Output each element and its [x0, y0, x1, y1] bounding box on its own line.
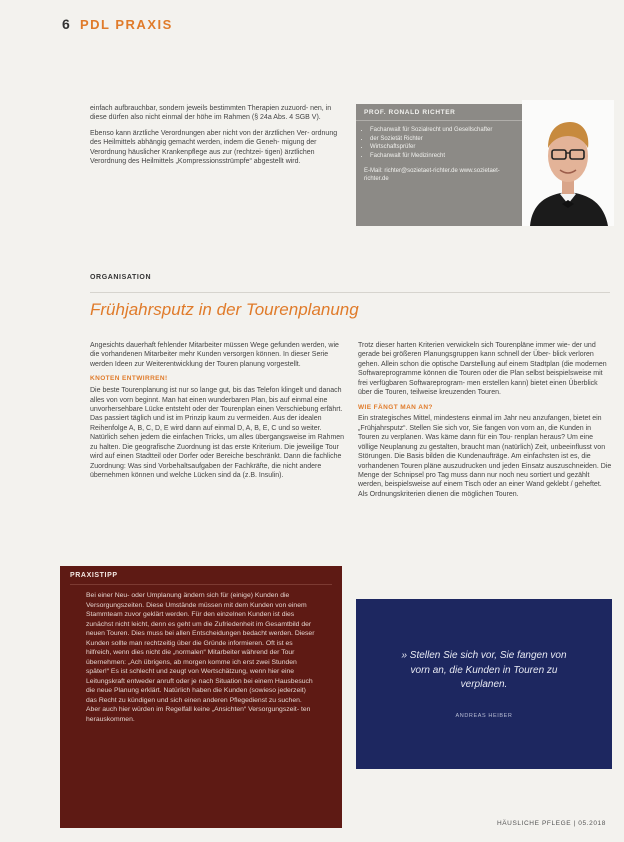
author-box: [356, 104, 522, 226]
author-contact: E-Mail: richter@sozietaet-richter.de www.sozietaet-richter.de: [364, 167, 500, 183]
intro-paragraph-1: einfach aufbrauchbar, sondern jeweils bestimmten Therapien zuzuord- nen, in diese dürfen also nicht einmal der höhe im Rahmen (§ 24a Abs. 4 SGB V).: [90, 105, 332, 122]
portrait-image: [522, 100, 614, 226]
author-bullet: • Fachanwalt für Medizinrecht: [370, 152, 514, 161]
article-column-left: [90, 341, 348, 486]
section-title: PDL PRAXIS: [80, 17, 173, 32]
subheading-anfangen: WIE FÄNGT MAN AN?: [358, 403, 433, 411]
pull-quote-text: » Stellen Sie sich vor, Sie fangen von vorn an, die Kunden in Touren zu verplanen.: [401, 650, 567, 690]
author-bullets: [356, 126, 522, 161]
practice-tip-label: PRAXISTIPP: [70, 572, 118, 579]
author-name: PROF. RONALD RICHTER: [356, 104, 522, 121]
intro-paragraph-2: Ebenso kann ärztliche Verordnungen aber nicht von der ärztlichen Ver- ordnung des Heilmittels abhängig gemacht werden, indem die Geneh- migung der Verordnung häuslicher Krankenpflege aus zur (rechtzei- tigen) ärztlichen Verordnung des Heilmittels „Kompressionsstrümpfe“ abgestellt wird.: [90, 129, 338, 166]
page-number: 6: [62, 16, 70, 32]
article-body-1: Die beste Tourenplanung ist nur so lange gut, bis das Telefon klingelt und danach alles von vorn beginnt. Man hat einen wunderbaren Plan, bis auf einmal eine unvorhersehbare Lücke entsteht oder der Tourenplan einen Verschiebung erfährt. Das passiert täglich und ist im Prinzip kaum zu vermeiden. Aus der idealen Reihenfolge A, B, C, D, E wird dann auf einmal D, A, B, E, C und so weiter. Natürlich sehen jedem die einfachen Tricks, um alles übergangsweise im Rahmen zu halten. Die geografische Zuordnung ist das erste Kriterium. Die jeweilige Tour wird auf einen Stadtteil oder Dorfer oder Bereiche beschränkt. Dann die fachliche Zuordnung: Was sind Vorbehaltsaufgaben der Fachkräfte, die nicht andere übernehmen können und welche Lücken sind da (z.B. Insulin).: [90, 387, 345, 480]
section-divider: [90, 292, 610, 293]
author-bullet: • Wirtschaftsprüfer: [370, 143, 514, 152]
page-footer: HÄUSLICHE PFLEGE | 05.2018: [496, 820, 606, 827]
article-kicker: ORGANISATION: [90, 274, 152, 281]
author-bullet: • der Sozietät Richter: [370, 135, 514, 144]
practice-tip-text: Bei einer Neu- oder Umplanung ändern sich für (einige) Kunden die Versorgungszeiten. Diese Umstände müssen mit dem Kunden von einem Stammteam zuvor geklärt werden. Für den einzelnen Kunden ist dies zunächst nicht leicht, denn es geht um die Zufriedenheit im Gesamtbild der neuen Touren. Dies muss bei allen Entscheidungen bedacht werden. Dieser Kunden sollte man rechtzeitig über die Gründe informieren. Oft ist es hilfreich, wenn dies nicht die „normalen“ Mitarbeiter während der Tour übernehmen: „Ach übrigens, ab morgen komme ich erst zwei Stunden später!“ Es ist schlecht und zeugt von Wertschätzung, wenn hier eine Leitungskraft entweder anruft oder je nach Situation bei einem Hausbesuch die neue Planung erklärt. Natürlich haben die Kunden (sowieso jederzeit) das Recht zu kündigen und sich einen anderen Pflegedienst zu suchen. Aber auch hier würden im Regelfall keine „Ansichten“ Versorgungszeit- ten herauskommen.: [86, 592, 315, 723]
pull-quote-box: [356, 599, 612, 769]
article-lead: Angesichts dauerhaft fehlender Mitarbeiter müssen Wege gefunden werden, wie die vorhandenen Mitarbeiter mehr Kunden versorgen können. In dieser Serie werden Ideen zur Weiterentwicklung der Touren planung vorgestellt.: [90, 342, 339, 368]
pull-quote-byline: ANDREAS HEIBER: [455, 713, 513, 719]
article-headline: Frühjahrsputz in der Tourenplanung: [90, 300, 359, 319]
author-photo: [522, 100, 614, 226]
practice-tip-box: [60, 566, 342, 828]
article-column-right: [358, 341, 612, 505]
intro-text: [90, 104, 348, 173]
article-body-2: Trotz dieser harten Kriterien verwickeln sich Tourenpläne immer wie- der und gerade bei größeren Planungsgruppen kann schnell der Über- blick verloren gehen. Allein schon die optische Darstellung auf einem Stadtplan (die modernen Softwareprogramme können die Touren oder die Plan selbst beispielsweise mit frei verfügbaren Softwareprogram- men erstellen kann) bietet einen Überblick über die Touren, teilweise kreuzenden Touren.: [358, 342, 607, 397]
subheading-knoten: KNOTEN ENTWIRREN!: [90, 375, 168, 383]
article-body-3: Ein strategisches Mittel, mindestens einmal im Jahr neu anzufangen, bietet ein „Frühjahrsputz“. Stellen Sie sich vor, Sie fangen von vorn an, die Kunden in Touren zu verplanen. Was käme dann für ein Tou- renplan heraus? Um eine völlige Neuplanung zu gestalten, braucht man (natürlich) Zeit, unbeeinflusst von Störungen. Die Basis bilden die Kundenaufträge. Am einfachsten ist es, die vorhandenen Touren pläne auszudrucken und jeden Einsatz auszuschneiden. Die Menge der Schnipsel pro Tag muss dann nur noch neu sortiert und gezählt werden, beispielsweise auf einem Tisch oder an einer Wand geklebt / geheftet. Als Ordnungskriterien dienen die möglichen Touren.: [358, 415, 612, 498]
author-bullet: • Fachanwalt für Sozialrecht und Gesellschafter: [370, 126, 514, 135]
